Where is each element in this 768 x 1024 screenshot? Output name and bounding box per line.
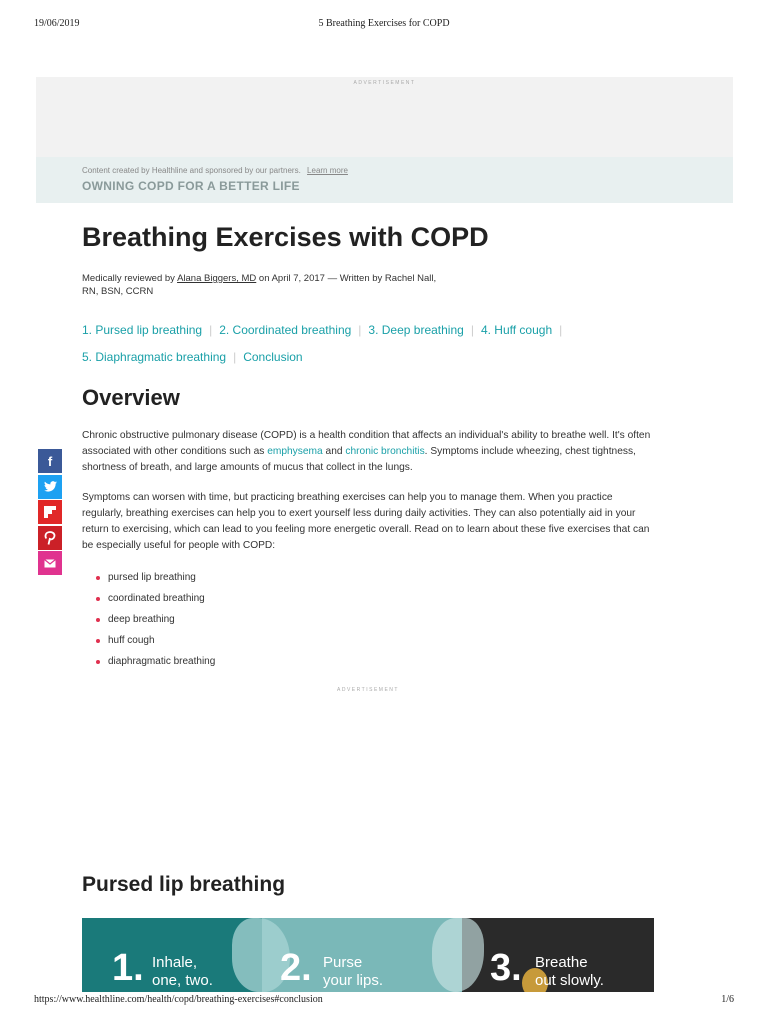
page-title: Breathing Exercises with COPD — [82, 222, 489, 252]
step-1-text — [152, 954, 213, 990]
overview-p1-and: and — [325, 446, 343, 457]
twitter-icon[interactable] — [38, 475, 62, 499]
pursed-lip-heading: Pursed lip breathing — [82, 873, 286, 896]
toc-link-deep[interactable]: 3. Deep breathing — [368, 323, 464, 337]
sponsor-brand[interactable]: OWNING COPD FOR A BETTER LIFE — [82, 179, 300, 193]
step-3-line-1: Breathe — [535, 954, 588, 971]
print-title: 5 Breathing Exercises for COPD — [318, 18, 450, 29]
step-2-number: 2. — [280, 947, 312, 989]
step-3-line-2: out slowly. — [535, 972, 604, 989]
table-of-contents — [82, 322, 642, 376]
toc-link-huff-cough[interactable]: 4. Huff cough — [480, 323, 553, 337]
ad-label: ADVERTISEMENT — [353, 80, 416, 86]
step-3-text — [535, 954, 604, 990]
list-item: pursed lip breathing — [96, 570, 215, 591]
pinterest-icon[interactable] — [38, 526, 62, 550]
emphysema-link[interactable]: emphysema — [267, 446, 323, 457]
list-item: huff cough — [96, 633, 215, 654]
share-rail — [38, 449, 62, 577]
print-page-number: 1/6 — [721, 994, 734, 1005]
overview-paragraph-1 — [82, 428, 654, 476]
print-footer — [0, 994, 768, 1008]
toc-link-pursed-lip[interactable]: 1. Pursed lip breathing — [82, 323, 203, 337]
ad-slot-middle — [82, 684, 654, 693]
byline-prefix: Medically reviewed by — [82, 273, 175, 284]
toc-separator: | — [233, 350, 237, 364]
print-date: 19/06/2019 — [34, 18, 80, 29]
sponsor-note-text: Content created by Healthline and sponsored by our partners. — [82, 166, 301, 175]
step-2-text — [323, 954, 383, 990]
step-2-line-1: Purse — [323, 954, 363, 971]
toc-separator: | — [358, 323, 362, 337]
byline-suffix: on April 7, 2017 — Written by Rachel Nall, — [258, 273, 437, 284]
exercise-list — [96, 570, 215, 675]
learn-more-link[interactable]: Learn more — [307, 166, 348, 175]
sponsor-note — [82, 166, 348, 175]
toc-link-diaphragmatic[interactable]: 5. Diaphragmatic breathing — [82, 350, 227, 364]
toc-separator: | — [470, 323, 474, 337]
overview-heading: Overview — [82, 385, 180, 410]
byline-credentials: RN, BSN, CCRN — [82, 286, 154, 297]
list-item: deep breathing — [96, 612, 215, 633]
facebook-icon[interactable]: f — [38, 449, 62, 473]
overview-p1-text-b: . Symptoms include wheezing, chest tightness, shortness of breath, and large amounts of mucus that collect in the lungs. — [82, 446, 636, 473]
email-icon[interactable] — [38, 551, 62, 575]
toc-link-conclusion[interactable]: Conclusion — [243, 350, 303, 364]
chronic-bronchitis-link[interactable]: chronic bronchitis — [345, 446, 425, 457]
list-item: coordinated breathing — [96, 591, 215, 612]
ad-slot-top — [36, 77, 733, 157]
byline — [82, 272, 502, 298]
reviewer-link[interactable]: Alana Biggers, MD — [177, 273, 257, 284]
overview-p1-text-a: Chronic obstructive pulmonary disease (COPD) is a health condition that affects an individual's ability to breathe well. It's often associated with other conditions such as — [82, 430, 651, 457]
print-header — [0, 18, 768, 32]
step-2-line-2: your lips. — [323, 972, 384, 989]
pursed-lip-illustration — [82, 918, 654, 992]
toc-separator: | — [209, 323, 213, 337]
overview-paragraph-2: Symptoms can worsen with time, but practicing breathing exercises can help you to manage them. When you practice regularly, breathing exercises can help you to exert yourself less during daily activities. They can also potentially aid in your return to exercising, which can lead to you feeling more energetic overall. Read on to learn about these five exercises that can be especially useful for people with COPD: — [82, 492, 650, 551]
step-1-number: 1. — [112, 947, 144, 989]
sponsor-bar — [36, 157, 733, 203]
list-item: diaphragmatic breathing — [96, 654, 215, 675]
step-3-number: 3. — [490, 947, 522, 989]
ad-label: ADVERTISEMENT — [337, 687, 399, 693]
print-url: https://www.healthline.com/health/copd/breathing-exercises#conclusion — [34, 994, 323, 1005]
toc-separator: | — [559, 323, 563, 337]
toc-link-coordinated[interactable]: 2. Coordinated breathing — [219, 323, 352, 337]
flipboard-icon[interactable] — [38, 500, 62, 524]
step-1-line-1: Inhale, — [152, 954, 198, 971]
step-1-line-2: one, two. — [152, 972, 213, 989]
